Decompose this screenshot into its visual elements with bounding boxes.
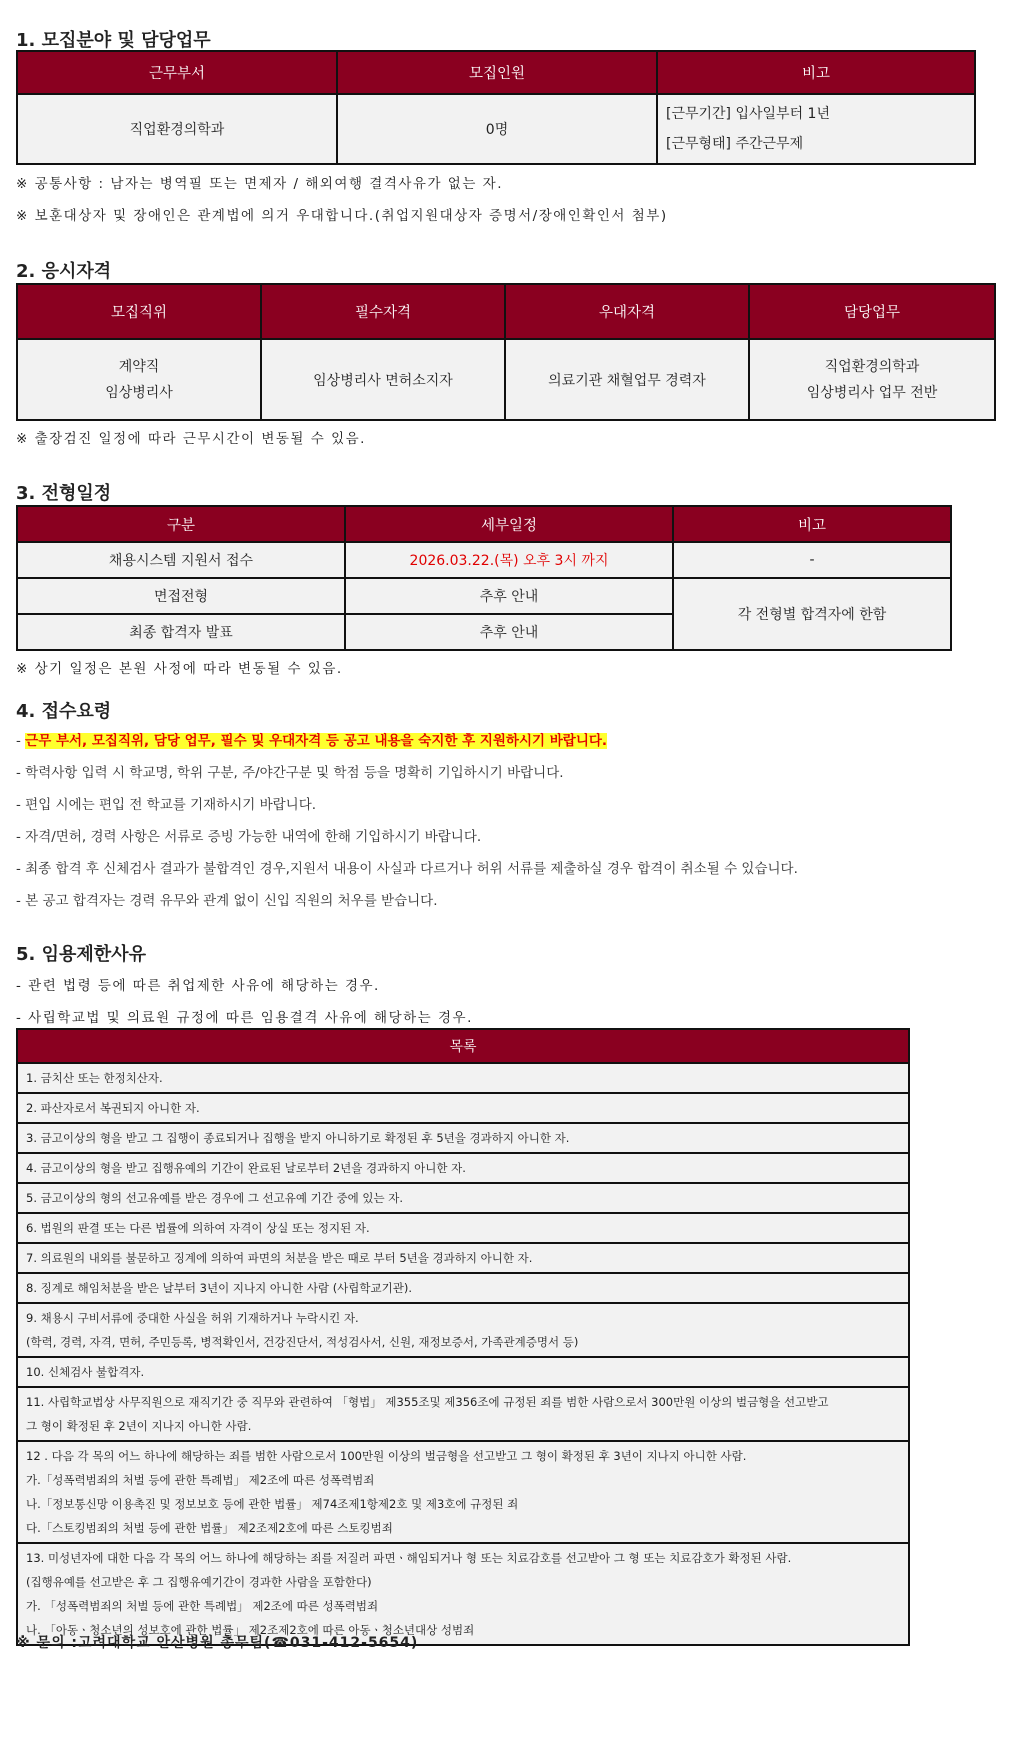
list-item (17, 1357, 909, 1387)
list-item-line: 7. 의료원의 내외를 불문하고 징계에 의하여 파면의 처분을 받은 때로 부터 5년을 경과하지 아니한 자. (26, 1251, 533, 1265)
header-preferred: 우대자격 (505, 284, 749, 339)
stage-note-cell: - (673, 542, 951, 578)
restriction-line: - 관련 법령 등에 따른 취업제한 사유에 해당하는 경우. (16, 978, 380, 994)
dash: - (16, 733, 26, 749)
position-type: 계약직 (118, 358, 160, 375)
guide-line: - 최종 합격 후 신체검사 결과가 불합격인 경우,지원서 내용이 사실과 다르거나 허위 서류를 제출하실 경우 합격이 취소될 수 있습니다. (16, 861, 798, 877)
stage-cell: 최종 합격자 발표 (17, 614, 345, 650)
list-item (17, 1123, 909, 1153)
veteran-note: ※ 보훈대상자 및 장애인은 관계법에 의거 우대합니다.(취업지원대상자 증명서/장애인확인서 첨부) (16, 208, 668, 224)
list-item-line: 11. 사립학교법상 사무직원으로 재직기간 중 직무와 관련하여 「형법」 제355조및 제356조에 규정된 죄를 범한 사람으로서 300만원 이상의 벌금형을 선고받고 (26, 1395, 829, 1409)
list-item-line: 13. 미성년자에 대한 다음 각 목의 어느 하나에 해당하는 죄를 저질러 파면ㆍ해임되거나 형 또는 치료감호를 선고받아 그 형 또는 치료감호가 확정된 사람. (26, 1551, 792, 1565)
table-row (17, 1153, 909, 1183)
guide-line: - 자격/면허, 경력 사항은 서류로 증빙 가능한 내역에 한해 기입하시기 바랍니다. (16, 829, 482, 845)
guide-line: - 학력사항 입력 시 학교명, 학위 구분, 주/야간구분 및 학점 등을 명확히 기입하시기 바랍니다. (16, 765, 564, 781)
list-item-line: 나. 「아동ㆍ청소년의 성보호에 관한 법률」 제2조제2호에 따른 아동ㆍ청소년대상 성범죄 (26, 1623, 475, 1637)
section-1-title: 1. 모집분야 및 담당업무 (16, 30, 211, 51)
table-row (17, 1387, 909, 1441)
header-detail: 세부일정 (345, 506, 673, 542)
table-row (17, 1303, 909, 1357)
table-row (17, 1441, 909, 1543)
table-row (17, 1123, 909, 1153)
guide-line: - 편입 시에는 편입 전 학교를 기재하시기 바랍니다. (16, 797, 317, 813)
section-4-title: 4. 접수요령 (16, 701, 112, 722)
list-item-line: 가. 「성폭력범죄의 처벌 등에 관한 특례법」 제2조에 따른 성폭력범죄 (26, 1599, 379, 1613)
list-item (17, 1183, 909, 1213)
restriction-line: - 사립학교법 및 의료원 규정에 따른 임용결격 사유에 해당하는 경우. (16, 1010, 473, 1026)
list-item-line: 8. 징계로 해임처분을 받은 날부터 3년이 지나지 아니한 사람 (사립학교기관). (26, 1281, 412, 1295)
list-item (17, 1303, 909, 1357)
duty-cell (749, 339, 995, 420)
schedule-table (16, 505, 952, 651)
list-item-line: 가.「성폭력범죄의 처벌 등에 관한 특례법」 제2조에 따른 성폭력범죄 (26, 1473, 375, 1487)
schedule-note: ※ 상기 일정은 본원 사정에 따라 변동될 수 있음. (16, 661, 343, 677)
list-item (17, 1387, 909, 1441)
preferred-cell: 의료기관 채혈업무 경력자 (505, 339, 749, 420)
stage-cell: 면접전형 (17, 578, 345, 614)
list-item-line: 6. 법원의 판결 또는 다른 법률에 의하여 자격이 상실 또는 정지된 자. (26, 1221, 370, 1235)
recruit-table (16, 50, 976, 165)
list-item (17, 1243, 909, 1273)
position-name: 임상병리사 (105, 384, 173, 401)
table-row (17, 1543, 909, 1645)
list-item-line: 나.「정보통신망 이용촉진 및 정보보호 등에 관한 법률」 제74조제1항제2호 및 제3호에 규정된 죄 (26, 1497, 519, 1511)
section-5-title: 5. 임용제한사유 (16, 944, 146, 965)
table-row (17, 1243, 909, 1273)
header-dept: 근무부서 (17, 51, 337, 94)
common-requirement-note: ※ 공통사항 : 남자는 병역필 또는 면제자 / 해외여행 결격사유가 없는 자. (16, 176, 504, 192)
table-row (17, 1183, 909, 1213)
position-cell (17, 339, 261, 420)
schedule-change-note: ※ 출장검진 일정에 따라 근무시간이 변동될 수 있음. (16, 431, 366, 447)
header-schedule-remark: 비고 (673, 506, 951, 542)
header-stage: 구분 (17, 506, 345, 542)
date-cell: 추후 안내 (345, 578, 673, 614)
table-row (17, 1063, 909, 1093)
list-item-line: (집행유예를 선고받은 후 그 집행유예기간이 경과한 사람을 포함한다) (26, 1575, 372, 1589)
deadline-cell: 2026.03.22.(목) 오후 3시 까지 (345, 542, 673, 578)
list-item-line: 그 형이 확정된 후 2년이 지나지 아니한 사람. (26, 1419, 252, 1433)
header-duty: 담당업무 (749, 284, 995, 339)
header-count: 모집인원 (337, 51, 657, 94)
list-item-line: 12 . 다음 각 목의 어느 하나에 해당하는 죄를 범한 사람으로서 100만원 이상의 벌금형을 선고받고 그 형이 확정된 후 3년이 지나지 아니한 사람. (26, 1449, 747, 1463)
list-item (17, 1273, 909, 1303)
header-position: 모집직위 (17, 284, 261, 339)
disqualification-list (16, 1028, 910, 1646)
highlighted-guide: 근무 부서, 모집직위, 담당 업무, 필수 및 우대자격 등 공고 내용을 숙지한 후 지원하시기 바랍니다. (25, 733, 608, 749)
dept-cell: 직업환경의학과 (17, 94, 337, 164)
duty-desc: 임상병리사 업무 전반 (806, 384, 938, 401)
remark-cell (657, 94, 975, 164)
guide-line-highlight (16, 729, 607, 749)
table-row (17, 1273, 909, 1303)
list-item-line: 2. 파산자로서 복권되지 아니한 자. (26, 1101, 200, 1115)
header-required: 필수자격 (261, 284, 505, 339)
work-type: [근무형태] 주간근무제 (666, 136, 804, 152)
qualification-table (16, 283, 996, 421)
list-item (17, 1441, 909, 1543)
merged-note-cell: 각 전형별 합격자에 한함 (673, 578, 951, 650)
list-item-line: 5. 금고이상의 형의 선고유예를 받은 경우에 그 선고유예 기간 중에 있는 자. (26, 1191, 403, 1205)
list-item-line: 10. 신체검사 불합격자. (26, 1365, 145, 1379)
date-cell: 추후 안내 (345, 614, 673, 650)
stage-cell: 채용시스템 지원서 접수 (17, 542, 345, 578)
header-remark: 비고 (657, 51, 975, 94)
work-period: [근무기간] 입사일부터 1년 (666, 106, 830, 122)
count-cell: 0명 (337, 94, 657, 164)
required-cell: 임상병리사 면허소지자 (261, 339, 505, 420)
duty-dept: 직업환경의학과 (824, 358, 920, 375)
list-item (17, 1063, 909, 1093)
table-row (17, 1093, 909, 1123)
list-item-line: 3. 금고이상의 형을 받고 그 집행이 종료되거나 집행을 받지 아니하기로 확정된 후 5년을 경과하지 아니한 자. (26, 1131, 570, 1145)
table-row (17, 1213, 909, 1243)
list-item-line: 1. 금치산 또는 한정치산자. (26, 1071, 163, 1085)
section-2-title: 2. 응시자격 (16, 261, 112, 282)
list-item (17, 1213, 909, 1243)
list-item-line: 4. 금고이상의 형을 받고 집행유예의 기간이 완료된 날로부터 2년을 경과하지 아니한 자. (26, 1161, 466, 1175)
list-item (17, 1093, 909, 1123)
list-item-line: 9. 채용시 구비서류에 중대한 사실을 허위 기재하거나 누락시킨 자. (26, 1311, 359, 1325)
contact-info: ※ 문의 :고려대학교 안산병원 총무팀(☎031-412-5654) (16, 1635, 419, 1651)
table-row (17, 1357, 909, 1387)
section-3-title: 3. 전형일정 (16, 483, 112, 504)
guide-line: - 본 공고 합격자는 경력 유무와 관계 없이 신입 직원의 처우를 받습니다. (16, 893, 438, 909)
list-item (17, 1153, 909, 1183)
list-header: 목록 (17, 1029, 909, 1063)
list-item-line: (학력, 경력, 자격, 면허, 주민등록, 병적확인서, 건강진단서, 적성검사서, 신원, 재정보증서, 가족관계증명서 등) (26, 1335, 579, 1349)
list-item (17, 1543, 909, 1645)
list-item-line: 다.「스토킹범죄의 처벌 등에 관한 법률」 제2조제2호에 따른 스토킹범죄 (26, 1521, 393, 1535)
